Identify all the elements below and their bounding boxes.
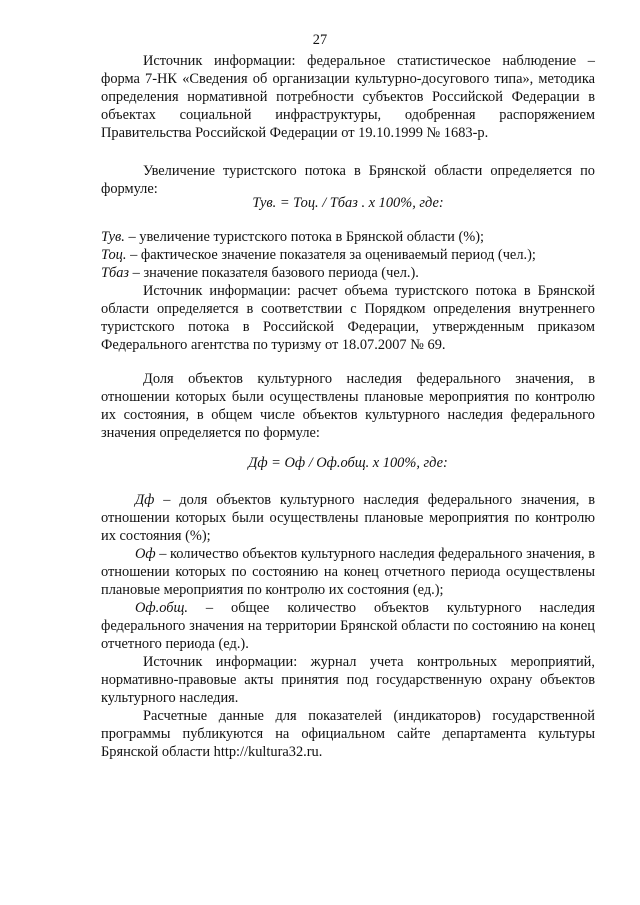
def-symbol: Тув. (101, 229, 125, 245)
final-paragraph: Расчетные данные для показателей (индикаторов) государственной программы публикуются на официальном сайте департамента культуры Брянской области http://kultura32.ru. (101, 708, 595, 760)
tourism-section (101, 162, 595, 198)
def-symbol: Тбаз (101, 265, 130, 281)
def-text: – доля объектов культурного наследия федерального значения, в отношении которых были осуществлены плановые мероприятия по контролю их состояния (%); (101, 492, 595, 544)
heritage-definitions (101, 491, 595, 761)
heritage-def-2 (101, 545, 595, 599)
source-1-text: Источник информации: федеральное статистическое наблюдение – форма 7-НК «Сведения об организации культурно-досугового типа», методика определения нормативной потребности субъектов Российской Федерации в объектах социальной инфраструктуры, одобренная распоряжением Правительства Российской Федерации от 19.10.1999 № 1683-р. (101, 53, 595, 141)
source-paragraph-1 (101, 52, 595, 142)
heritage-formula: Дф = Оф / Оф.общ. х 100%, где: (248, 455, 448, 471)
def-text: – количество объектов культурного наследия федерального значения, в отношении которых по состоянию на конец отчетного периода осуществлены плановые мероприятия по контролю их состояния (ед.); (101, 546, 595, 598)
tourism-formula: Тув. = Тоц. / Тбаз . х 100%, где: (252, 195, 444, 211)
heritage-intro: Доля объектов культурного наследия федерального значения, в отношении которых были осуществлены плановые мероприятия по контролю их состояния, в общем числе объектов культурного наследия федерального значения определяется по формуле: (101, 371, 595, 441)
heritage-def-3 (101, 599, 595, 653)
heritage-source: Источник информации: журнал учета контрольных мероприятий, нормативно-правовые акты принятия под государственную охрану объектов культурного наследия. (101, 654, 595, 706)
page-number: 27 (312, 32, 328, 48)
heritage-section (101, 370, 595, 442)
heritage-formula-block (101, 454, 595, 472)
tourism-def-3 (101, 264, 595, 282)
def-symbol: Оф.общ. (135, 600, 188, 616)
heritage-def-1 (101, 491, 595, 545)
tourism-formula-block (101, 194, 595, 212)
def-symbol: Тоц. (101, 247, 127, 263)
tourism-source: Источник информации: расчет объема туристского потока в Брянской области определяется в соответствии с Порядком определения внутреннего туристского потока в Российской Федерации, утвержденным приказом Федерального агентства по туризму от 18.07.2007 № 69. (101, 283, 595, 353)
def-text: – фактическое значение показателя за оцениваемый период (чел.); (126, 247, 536, 263)
tourism-def-1 (101, 228, 595, 246)
def-text: – значение показателя базового периода (чел.). (129, 265, 419, 281)
tourism-definitions (101, 228, 595, 354)
def-symbol: Дф (135, 492, 155, 508)
tourism-def-2 (101, 246, 595, 264)
def-text: – увеличение туристского потока в Брянской области (%); (124, 229, 485, 245)
def-symbol: Оф (135, 546, 156, 562)
tourism-intro: Увеличение туристского потока в Брянской области определяется по формуле: (101, 163, 595, 197)
def-text: – общее количество объектов культурного наследия федерального значения на территории Брянской области по состоянию на конец отчетного периода (ед.). (101, 600, 595, 652)
